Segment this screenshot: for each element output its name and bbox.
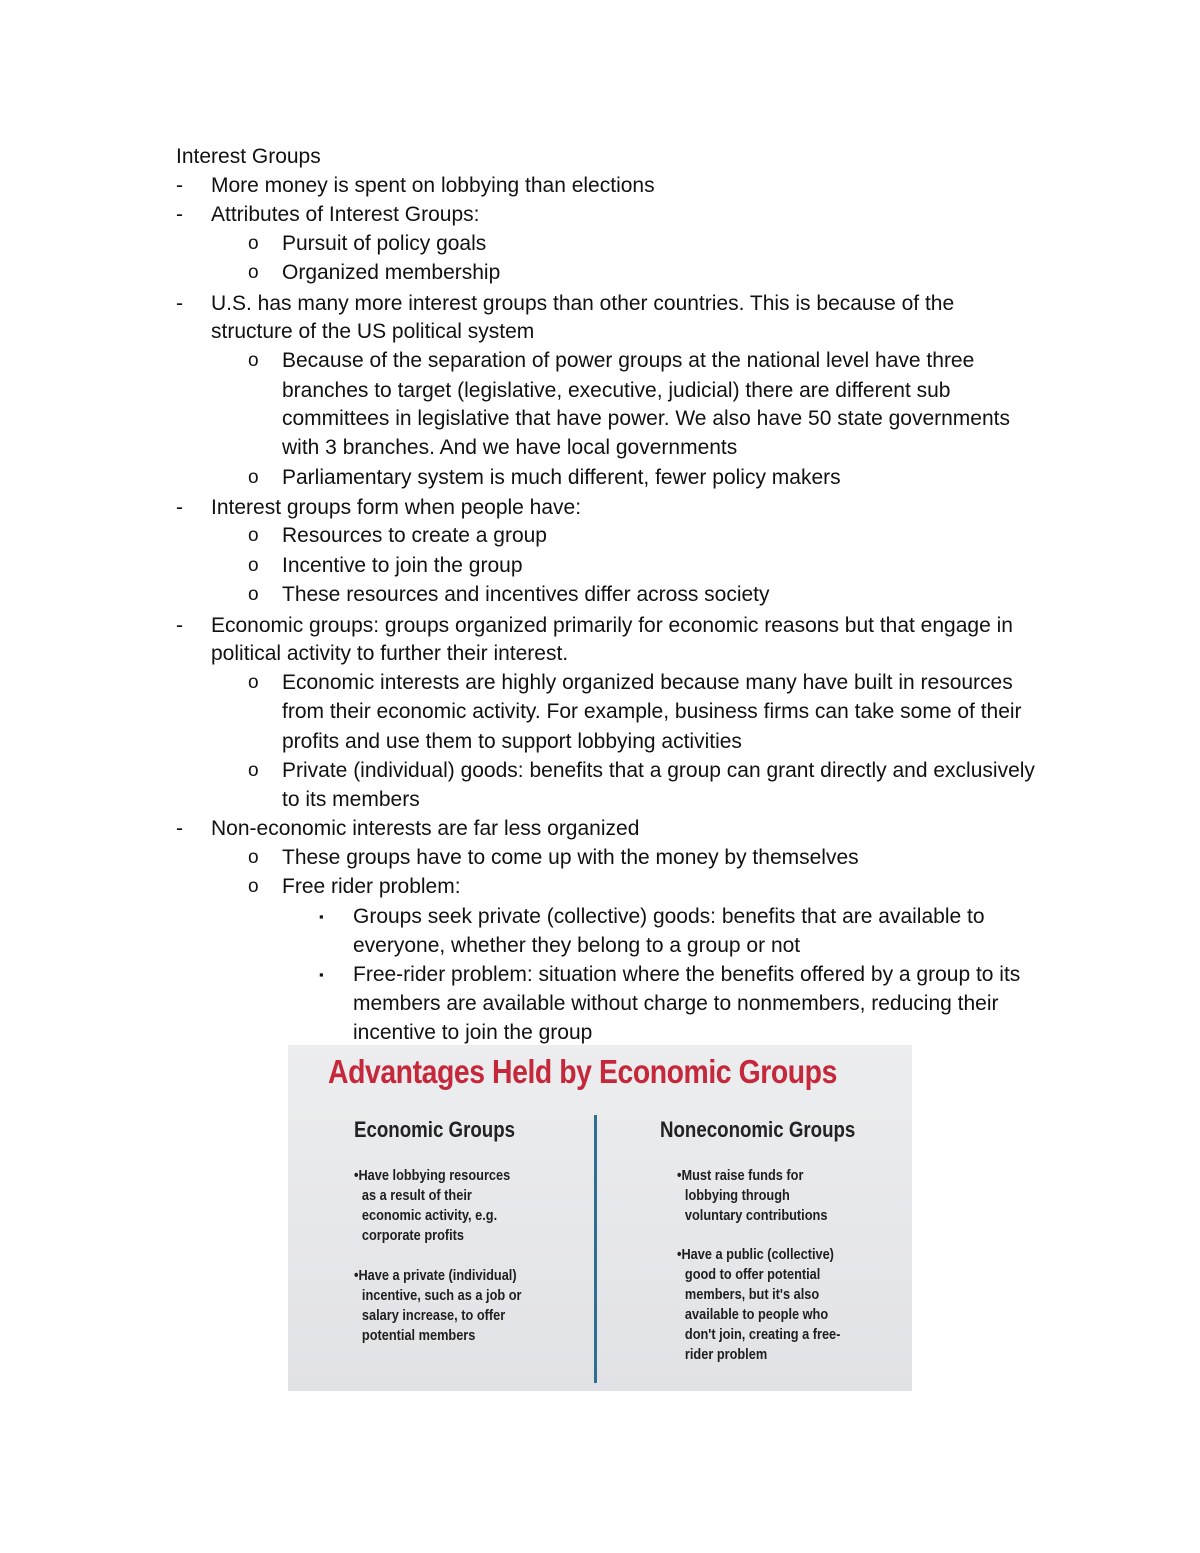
bullet-line: corporate profits [361,1228,465,1244]
economic-groups-heading: Economic Groups [354,1117,516,1142]
noneconomic-bullet-2 [677,1245,840,1365]
bullet-line: • Have a private (individual) [354,1266,521,1286]
list-item: These resources and incentives differ across society [282,583,770,606]
list-item: Resources to create a group [282,524,547,547]
noneconomic-bullet-1 [677,1166,827,1226]
bullet-line: members, but it's also [684,1287,820,1303]
list-item-continuation: with 3 branches. And we have local governments [282,436,738,459]
circle-bullet: o [248,262,259,283]
bullet-line: available to people who [684,1307,829,1323]
bullet-line: as a result of their [361,1188,472,1204]
list-item: Pursuit of policy goals [282,232,487,255]
list-item: Incentive to join the group [282,554,523,577]
dash-bullet: - [176,614,183,637]
column-divider [594,1115,597,1383]
list-item-continuation: members are available without charge to nonmembers, reducing their [353,992,999,1015]
bullet-line: salary increase, to offer [361,1308,506,1324]
bullet-line: potential members [361,1328,476,1344]
circle-bullet: o [248,760,259,781]
bullet-line: don't join, creating a free- [684,1327,841,1343]
bullet-line: lobbying through [684,1188,790,1204]
list-item: Economic groups: groups organized primarily for economic reasons but that engage in [211,614,1013,637]
square-bullet: ▪ [319,967,324,982]
circle-bullet: o [248,233,259,254]
list-item: More money is spent on lobbying than elections [211,174,655,197]
dash-bullet: - [176,174,183,197]
list-item-continuation: branches to target (legislative, executive, judicial) there are different sub [282,379,951,402]
bullet-line: rider problem [684,1347,768,1363]
bullet-line: • Have lobbying resources [354,1166,510,1186]
list-item: Attributes of Interest Groups: [211,203,480,226]
list-item-continuation: structure of the US political system [211,320,535,343]
square-bullet: ▪ [319,909,324,924]
bullet-line: incentive, such as a job or [361,1288,522,1304]
circle-bullet: o [248,525,259,546]
circle-bullet: o [248,467,259,488]
list-item: Free-rider problem: situation where the benefits offered by a group to its [353,963,1021,986]
circle-bullet: o [248,672,259,693]
bullet-line: • Have a public (collective) [677,1245,840,1265]
list-item-continuation: incentive to join the group [353,1021,593,1044]
list-item: Parliamentary system is much different, fewer policy makers [282,466,841,489]
circle-bullet: o [248,584,259,605]
circle-bullet: o [248,876,259,897]
list-item: Because of the separation of power groups at the national level have three [282,349,975,372]
circle-bullet: o [248,555,259,576]
list-item: These groups have to come up with the money by themselves [282,846,859,869]
economic-bullet-1 [354,1166,510,1246]
circle-bullet: o [248,350,259,371]
bullet-line: voluntary contributions [684,1208,828,1224]
list-item-continuation: committees in legislative that have power. We also have 50 state governments [282,407,1010,430]
noneconomic-groups-heading: Noneconomic Groups [660,1117,856,1142]
list-item: Organized membership [282,261,501,284]
circle-bullet: o [248,847,259,868]
bullet-line: • Must raise funds for [677,1166,827,1186]
list-item: Non-economic interests are far less organized [211,817,640,840]
list-item: Interest groups form when people have: [211,496,582,519]
list-item-continuation: profits and use them to support lobbying activities [282,730,742,753]
list-item-continuation: from their economic activity. For example, business firms can take some of their [282,700,1022,723]
bullet-line: economic activity, e.g. [361,1208,498,1224]
list-item: Groups seek private (collective) goods: benefits that are available to [353,905,985,928]
list-item: U.S. has many more interest groups than other countries. This is because of the [211,292,955,315]
list-item: Private (individual) goods: benefits that a group can grant directly and exclusively [282,759,1035,782]
bullet-line: good to offer potential [684,1267,821,1283]
list-item-continuation: everyone, whether they belong to a group or not [353,934,801,957]
list-item-continuation: to its members [282,788,420,811]
list-item: Free rider problem: [282,875,461,898]
dash-bullet: - [176,203,183,226]
dash-bullet: - [176,496,183,519]
document-title: Interest Groups [176,145,321,168]
dash-bullet: - [176,292,183,315]
advantages-figure [288,1045,912,1391]
dash-bullet: - [176,817,183,840]
figure-title: Advantages Held by Economic Groups [328,1053,837,1090]
list-item: Economic interests are highly organized because many have built in resources [282,671,1013,694]
economic-bullet-2 [354,1266,521,1346]
list-item-continuation: political activity to further their interest. [211,642,569,665]
